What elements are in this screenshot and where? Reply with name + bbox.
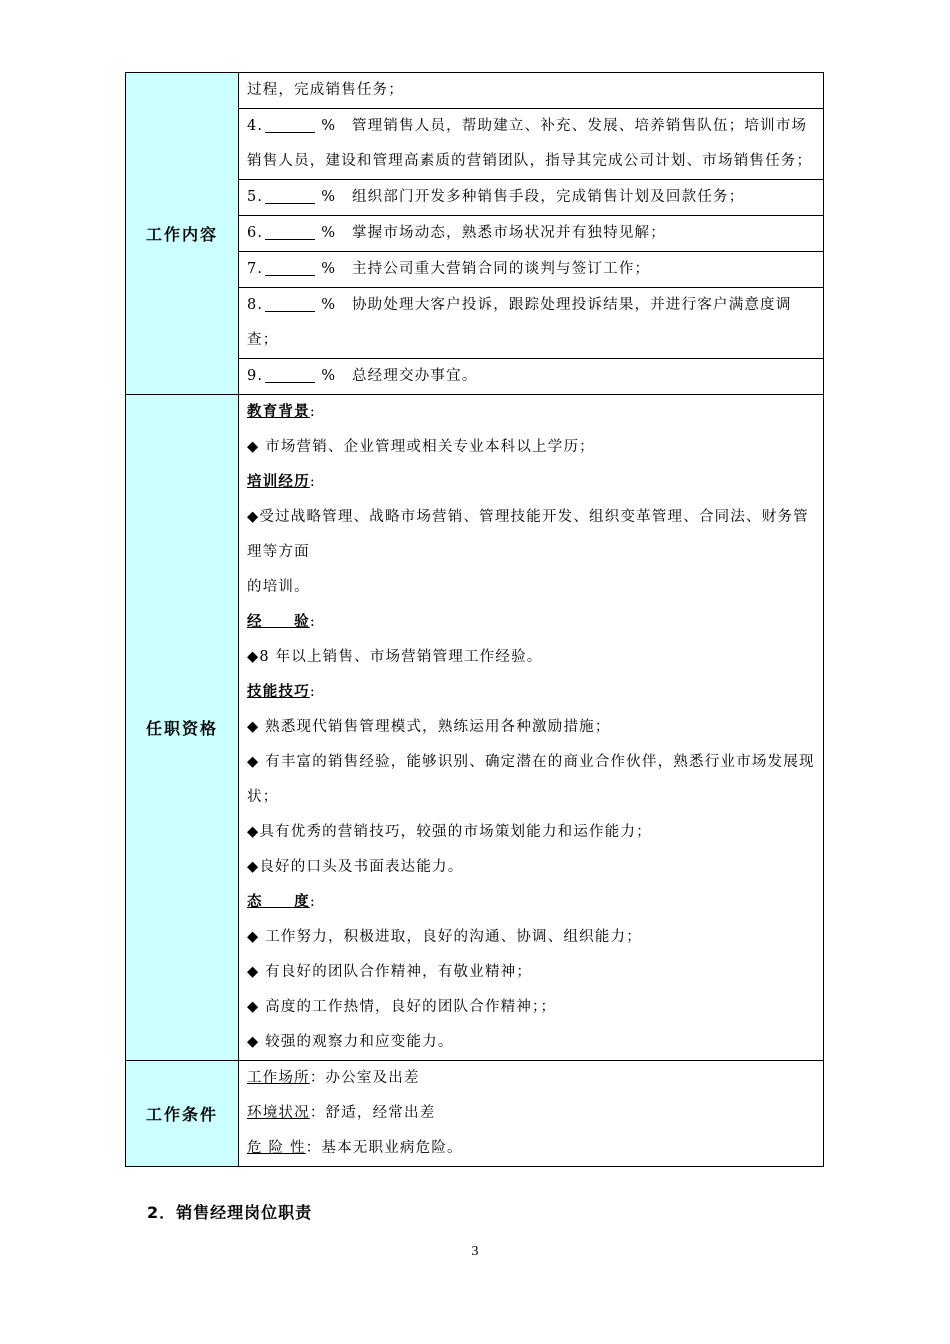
section-heading: 2．销售经理岗位职责 [147,1203,313,1222]
experience-heading: 经 验: [247,614,316,630]
job-content-item-7: 7. % 主持公司重大营销合同的谈判与签订工作； [239,252,824,288]
job-content-item-9: 9. % 总经理交办事宜。 [239,359,824,395]
percent-blank [265,260,315,276]
job-content-item-3-tail: 过程，完成销售任务； [239,73,824,109]
training-item: ◆受过战略管理、战略市场营销、管理技能开发、组织变革管理、合同法、财务管理等方面 [247,509,809,560]
experience-item: ◆8 年以上销售、市场营销管理工作经验。 [247,649,543,665]
training-heading: 培训经历: [247,474,316,490]
job-content-item-6: 6. % 掌握市场动态，熟悉市场状况并有独特见解； [239,216,824,252]
job-content-item-4: 4. % 管理销售人员，帮助建立、补充、发展、培养销售队伍；培训市场销售人员，建设和管理高素质的营销团队，指导其完成公司计划、市场销售任务； [239,109,824,180]
qualifications-row [126,395,824,1061]
percent-blank [265,296,315,312]
work-place: 工作场所：办公室及出差 [247,1070,420,1086]
work-environment: 环境状况：舒适，经常出差 [247,1105,436,1121]
education-item: ◆ 市场营销、企业管理或相关专业本科以上学历； [247,439,595,455]
skills-item: ◆ 有丰富的销售经验，能够识别、确定潜在的商业合作伙伴，熟悉行业市场发展现状； [247,754,815,805]
attitude-item: ◆ 较强的观察力和应变能力。 [247,1034,454,1050]
work-conditions-row [126,1061,824,1167]
work-conditions-content [239,1061,824,1167]
attitude-heading: 态 度: [247,894,316,910]
work-conditions-label: 工作条件 [126,1061,239,1167]
percent-blank [265,117,315,133]
percent-blank [265,188,315,204]
skills-heading: 技能技巧: [247,684,316,700]
percent-blank [265,367,315,383]
education-heading: 教育背景: [247,404,316,420]
skills-item: ◆良好的口头及书面表达能力。 [247,859,464,875]
qualifications-label: 任职资格 [126,395,239,1061]
training-item-tail: 的培训。 [247,579,310,595]
page-number: 3 [471,1244,479,1259]
attitude-item: ◆ 有良好的团队合作精神，有敬业精神； [247,964,533,980]
job-content-item-8: 8. % 协助处理大客户投诉，跟踪处理投诉结果，并进行客户满意度调查； [239,288,824,359]
skills-item: ◆ 熟悉现代销售管理模式，熟练运用各种激励措施； [247,719,611,735]
skills-item: ◆具有优秀的营销技巧，较强的市场策划能力和运作能力； [247,824,652,840]
attitude-item: ◆ 高度的工作热情，良好的团队合作精神；； [247,999,557,1015]
work-hazard: 危 险 性：基本无职业病危险。 [247,1140,463,1156]
job-content-item-5: 5. % 组织部门开发多种销售手段，完成销售计划及回款任务； [239,180,824,216]
attitude-item: ◆ 工作努力，积极进取，良好的沟通、协调、组织能力； [247,929,642,945]
percent-blank [265,224,315,240]
job-content-row [126,73,824,109]
qualifications-content [239,395,824,1061]
job-content-label: 工作内容 [126,73,239,395]
job-description-table [125,72,824,1167]
